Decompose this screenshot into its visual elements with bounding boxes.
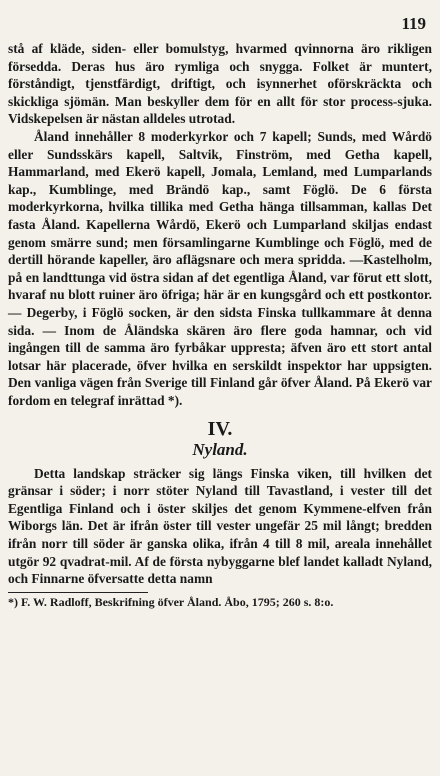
section-number: IV. [207, 418, 233, 441]
paragraph-aland-people: stå af kläde, siden- eller bomulstyg, hvarmed qvinnorna äro rikligen försedda. Deras hus äro rymliga och snygga. Folket är muntert, förståndigt, tjenstfärdigt, driftigt, och isynnerhet oförskräckta och skickliga sjömän. Man beskyller dem för en allt för stor process-sjuka. Vidskepelsen är nästan alldeles utrotad. [8, 41, 432, 127]
section-title: Nyland. [192, 440, 248, 460]
paragraph-aland-parishes: Åland innehåller 8 moderkyrkor och 7 kapell; Sunds, med Wårdö eller Sundsskärs kapell, Saltvik, Finström, med Getha kapell, Hammarland, med Ekerö kapell, Jomala, Lemland, med Lumparlands kap., Kumblinge, med Brändö kap., samt Föglö. De 6 första moderkyrkorna, hvilka tillika med Getha hänga tillsamman, kallas Det fasta Åland. Kapellerna Wårdö, Ekerö och Lumparland skiljas endast genom smärre sund; men församlingarne Kumblinge och Föglö, med de dertill hörande kapeller, äro aflägsnare och mera spridda. —Kastelholm, på en landttunga vid östra sidan af det egentliga Åland, var förut ett slott, hvaraf nu blott ruiner äro öfriga; här är en kungsgård och ett postkontor. — Degerby, i Föglö socken, är den sidsta Finska tullkammare åt denna sida. — Inom de Åländska skären äro flere goda hamnar, och vid ingången till de samma äro fyrbåkar uppresta; äfven äro ett stort antal lotsar här placerade, öfver hvilka en serskildt inspektor har uppsigten. Den vanliga vägen från Sverige till Finland går öfver Åland. På Ekerö var fordom en telegraf inrättad *). [8, 128, 432, 408]
footnote-divider [8, 592, 148, 593]
footnote: *) F. W. Radloff, Beskrifning öfver Åland. Åbo, 1795; 260 s. 8:o. [8, 594, 334, 609]
paragraph-nyland: Detta landskap sträcker sig längs Finska viken, till hvilken det gränsar i söder; i norr stöter Nyland till Tavastland, i vester till det Egentliga Finland och i öster skiljes det genom Kymmene-elfven från Wiborgs län. Det är ifrån öster till vester ungefär 25 mil långt; bredden ifrån norr till söder är ganska olika, ifrån 4 till 8 mil, areala innehållet utgör 92 qvadrat-mil. Af de första nybyggarne blef landet kalladt Nyland, och Finnarne öfversatte detta namn [8, 465, 432, 587]
page-number: 119 [401, 14, 426, 33]
page-body [8, 40, 432, 610]
